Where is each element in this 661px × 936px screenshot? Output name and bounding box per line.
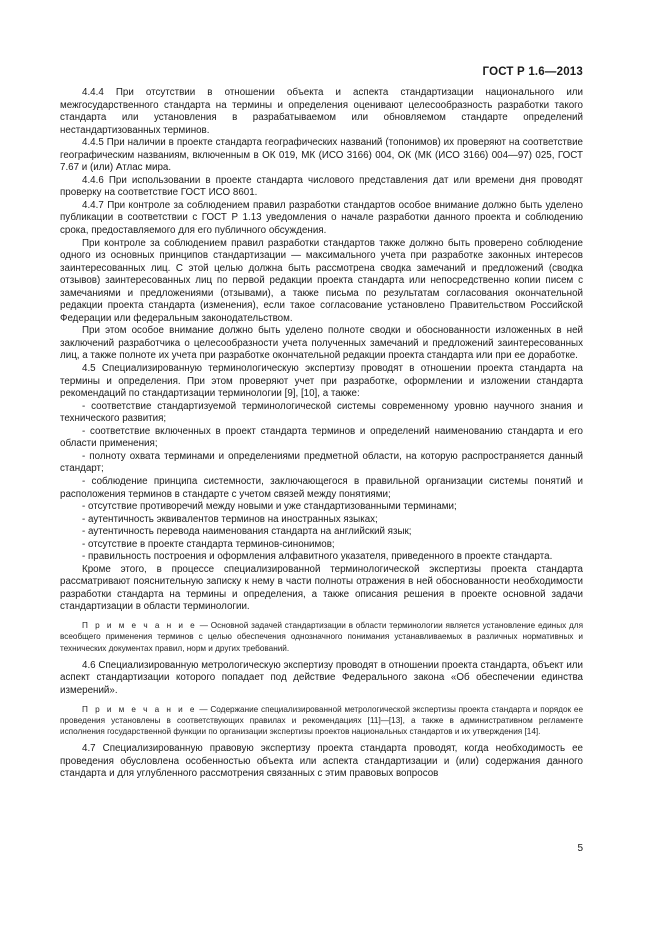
list-item: - аутентичность эквивалентов терминов на иностранных языках; [82, 513, 378, 525]
list-item: - соответствие стандартизуемой терминологической системы современному уровню научного знания и технического развития; [60, 400, 583, 425]
paragraph-4-4-7: 4.4.7 При контроле за соблюдением правил разработки стандартов особое внимание должно быть уделено публикации в соответствии с ГОСТ Р 1.13 уведомления о начале разработки данного проекта и соблюдению срока, предоставляемого для его публичного обсуждения. [60, 199, 583, 237]
list-item: - аутентичность перевода наименования стандарта на английский язык; [82, 526, 412, 538]
note-text: — Основной задачей стандартизации в области терминологии является установление единых для всеобщего применения терминов с целью обеспечения однозначного понимания устанавливаемых в различных нормативных и технических документах правил, норм и других требований. [60, 620, 583, 653]
paragraph-4-6: 4.6 Специализированную метрологическую экспертизу проводят в отношении проекта стандарта, объект или аспект стандартизации которого попадает под действие Федерального закона «Об обеспечении единства измерений». [60, 659, 583, 696]
paragraph-4-4-5: 4.4.5 При наличии в проекте стандарта географических названий (топонимов) их проверяют на соответствие географическим названиям, включенным в ОК 019, МК (ИСО 3166) 004, ОК (МК (ИСО 3166) 004—97) 025, ГОСТ 7.67 и (или) Атлас мира. [60, 137, 583, 174]
note-text: — Содержание специализированной метрологической экспертизы проекта стандарта и порядок ее проведения установлены в соответствующих правилах и рекомендациях [11]—[13], а также в административном регламенте исполнения государственной функции по организации экспертизы проектов национальных стандартов и их утверждения [14]. [60, 704, 583, 737]
list-item: - полноту охвата терминами и определениями предметной области, на которую распространяется данный стандарт; [60, 450, 583, 475]
note-terminology [60, 620, 583, 654]
list-item: - отсутствие в проекте стандарта терминов-синонимов; [82, 538, 335, 550]
note-label: П р и м е ч а н и е [82, 620, 197, 630]
list-item: - соблюдение принципа системности, заключающегося в правильной организации системы понятий и расположения терминов в стандарте с учетом связей между понятиями; [60, 475, 583, 500]
list-item: - отсутствие противоречий между новыми и уже стандартизованными терминами; [82, 501, 457, 513]
list-item: - соответствие включенных в проект стандарта терминов и определений наименованию стандарта и его области применения; [60, 425, 583, 450]
note-label: П р и м е ч а н и е [82, 704, 197, 714]
document-body [60, 87, 583, 781]
paragraph-4-4-4: 4.4.4 При отсутствии в отношении объекта и аспекта стандартизации национального или межгосударственного стандарта на термины и определения оценивают целесообразность разработки такого стандарта или установления в разрабатываемом или обновляемом стандарте определений нестандартизованных терминов. [60, 87, 583, 136]
paragraph-control-rules: При контроле за соблюдением правил разработки стандартов также должно быть проверено соблюдение одного из основных принципов стандартизации — максимального учета при разработке законных интересов заинтересованных лиц. С этой целью должна быть рассмотрена сводка замечаний и предложений (сводка отзывов) заинтересованных лиц по первой редакции проекта стандарта или непосредственно копии писем с замечаниями и предложениями (отзывами), а также письма по результатам согласования окончательной редакции проекта стандарта (изменения), если такое согласование установлено Правительством Российской Федерации или федеральным законодательством. [60, 237, 583, 324]
paragraph-4-5: 4.5 Специализированную терминологическую экспертизу проводят в отношении проекта стандарта на термины и определения. При этом проверяют учет при разработке, оформлении и изложении стандарта рекомендаций по стандартизации терминологии [9], [10], а также: [60, 363, 583, 400]
document-code-header: ГОСТ Р 1.6—2013 [482, 66, 583, 78]
note-metrology [60, 704, 583, 738]
paragraph-4-7: 4.7 Специализированную правовую экспертизу проекта стандарта проводят, когда необходимость ее проведения обусловлена особенностью объекта или аспекта стандартизации и (или) содержания данного стандарта и для углубленного рассмотрения связанных с этим правовых вопросов [60, 743, 583, 780]
list-item: - правильность построения и оформления алфавитного указателя, приведенного в проекте стандарта. [82, 551, 553, 563]
paragraph-explanatory-note: Кроме этого, в процессе специализированной терминологической экспертизы проекта стандарта рассматривают пояснительную записку к нему в части полноты отражения в ней обоснованности необходимости разработки стандарта на термины и определения, а также описания решения в проекте основной задачи стандартизации в области терминологии. [60, 563, 583, 613]
page-number: 5 [577, 843, 583, 854]
paragraph-4-4-6: 4.4.6 При использовании в проекте стандарта числового представления дат или времени дня проводят проверку на соответствие ГОСТ ИСО 8601. [60, 174, 583, 199]
paragraph-special-attention: При этом особое внимание должно быть уделено полноте сводки и обоснованности изложенных в ней заключений разработчика о целесообразности учета полученных замечаний и предложений заинтересованных лиц, а также полноте их учета при разработке окончательной редакции проекта стандарта или при ее доработке. [60, 325, 583, 362]
